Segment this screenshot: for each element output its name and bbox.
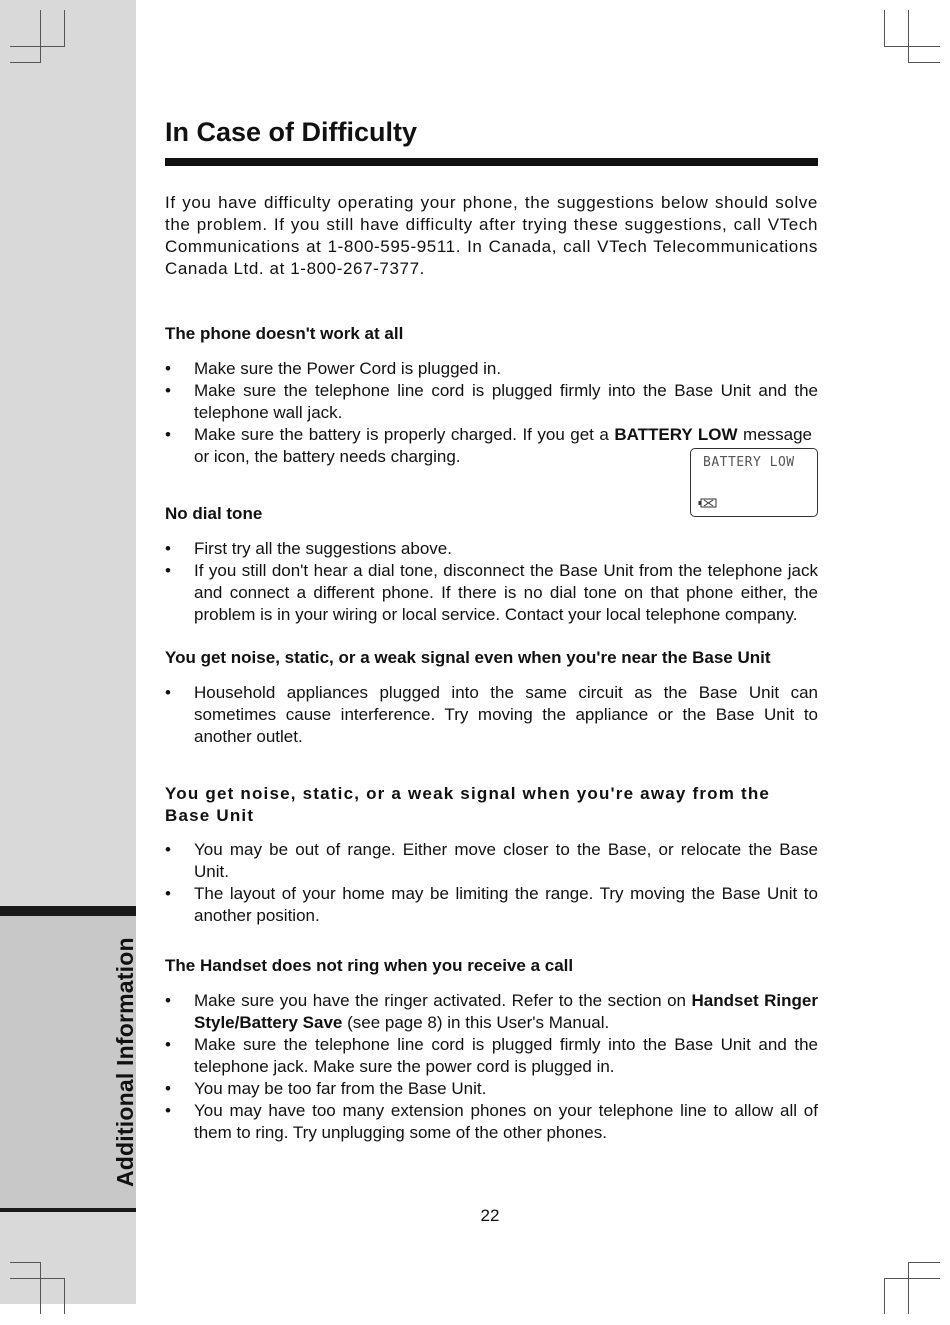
list-item: • First try all the suggestions above. (165, 538, 818, 560)
bullet-list (165, 682, 818, 748)
list-item: • Household appliances plugged into the same circuit as the Base Unit can sometimes cause interference. Try moving the appliance or the Base Unit to another outlet. (165, 682, 818, 748)
section-heading: You get noise, static, or a weak signal even when you're near the Base Unit (165, 648, 771, 667)
bullet-list (165, 538, 818, 626)
list-item: • Make sure you have the ringer activated. Refer to the section on Handset Ringer Style/Battery Save (see page 8) in this User's Manual. (165, 990, 818, 1034)
section-heading: The phone doesn't work at all (165, 324, 404, 343)
bullet-list (165, 839, 818, 927)
bullet-list (165, 990, 818, 1144)
sidebar-tab-label: Additional Information (112, 937, 138, 1187)
empty-battery-icon (698, 498, 716, 508)
list-item: • Make sure the telephone line cord is plugged firmly into the Base Unit and the telephone jack. Make sure the power cord is plugged in. (165, 1034, 818, 1078)
section-heading: The Handset does not ring when you receive a call (165, 956, 574, 975)
page-number: 22 (480, 1206, 500, 1225)
list-item: • The layout of your home may be limiting the range. Try moving the Base Unit to another position. (165, 883, 818, 927)
list-item: • Make sure the Power Cord is plugged in. (165, 358, 818, 380)
sidebar-tab-rule (0, 906, 136, 916)
section-heading: No dial tone (165, 504, 263, 523)
list-item: • Make sure the telephone line cord is plugged firmly into the Base Unit and the telephone wall jack. (165, 380, 818, 424)
list-item: • You may be out of range. Either move closer to the Base, or relocate the Base Unit. (165, 839, 818, 883)
page-title: In Case of Difficulty (165, 117, 418, 147)
list-item: • Make sure the battery is properly charged. If you get a BATTERY LOW message or icon, the battery needs charging. (165, 424, 818, 468)
section-heading: You get noise, static, or a weak signal when you're away from the Base Unit (165, 784, 771, 825)
list-item: • You may be too far from the Base Unit. (165, 1078, 818, 1100)
lcd-battery-low-text: BATTERY LOW (703, 455, 795, 470)
title-rule (165, 158, 818, 166)
lcd-display (690, 448, 818, 517)
intro-paragraph: If you have difficulty operating your phone, the suggestions below should solve the problem. If you still have difficulty after trying these suggestions, call VTech Communications at 1-800-595-9511. In Canada, call VTech Telecommunications Canada Ltd. at 1-800-267-7377. (165, 193, 818, 278)
main-content (165, 112, 818, 1144)
list-item: • You may have too many extension phones on your telephone line to allow all of them to ring. Try unplugging some of the other phones. (165, 1100, 818, 1144)
list-item: • If you still don't hear a dial tone, disconnect the Base Unit from the telephone jack and connect a different phone. If there is no dial tone on that phone either, the problem is in your wiring or local service. Contact your local telephone company. (165, 560, 818, 626)
